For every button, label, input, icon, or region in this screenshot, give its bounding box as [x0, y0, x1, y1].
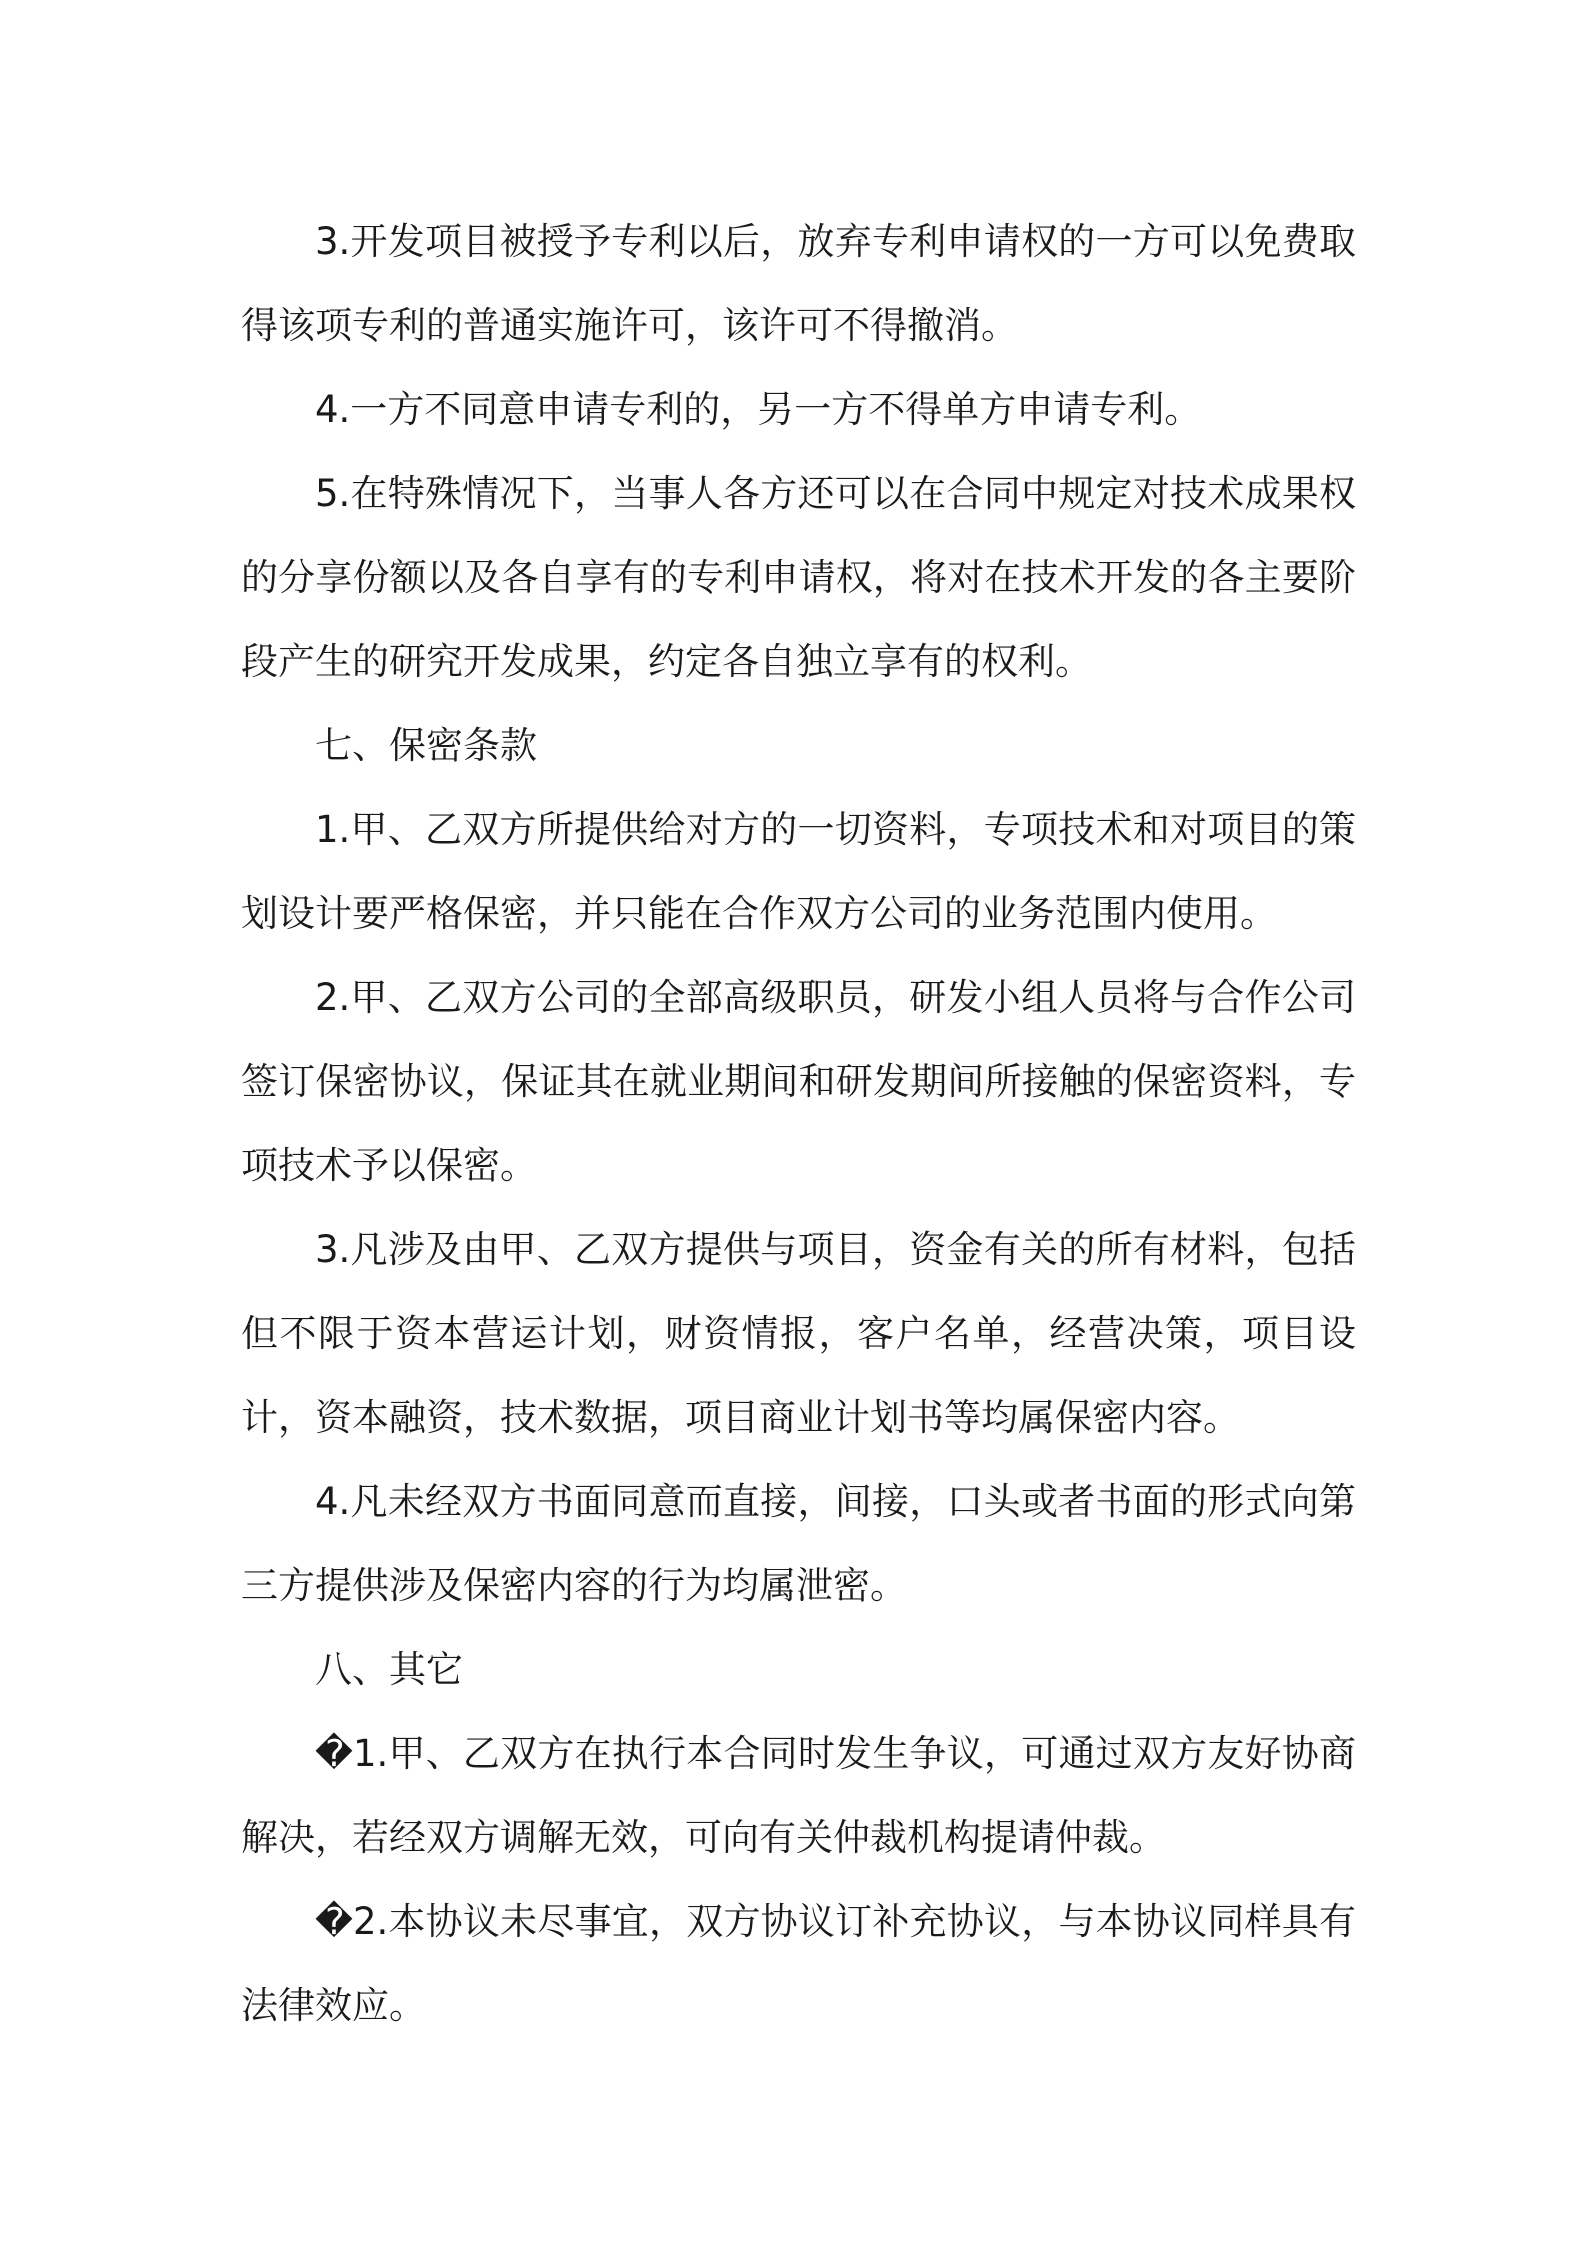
paragraph-confidentiality-clause-3: 3.凡涉及由甲、乙双方提供与项目，资金有关的所有材料，包括但不限于资本营运计划，财资情报，客户名单，经营决策，项目设计，资本融资，技术数据，项目商业计划书等均属保密内容。: [241, 1228, 1356, 1439]
paragraph-confidentiality-clause-4: 4.凡未经双方书面同意而直接，间接，口头或者书面的形式向第三方提供涉及保密内容的行为均属泄密。: [241, 1480, 1356, 1607]
section-heading-confidentiality: 七、保密条款: [315, 724, 537, 767]
paragraph-other-clause-2: �2.本协议未尽事宜，双方协议订补充协议，与本协议同样具有法律效应。: [241, 1900, 1356, 2027]
section-heading-other: 八、其它: [315, 1648, 463, 1691]
document-body: [241, 200, 1356, 2048]
paragraph-other-clause-1: �1.甲、乙双方在执行本合同时发生争议，可通过双方友好协商解决，若经双方调解无效，可向有关仲裁机构提请仲裁。: [241, 1732, 1356, 1859]
paragraph-patent-clause-4: 4.一方不同意申请专利的，另一方不得单方申请专利。: [315, 388, 1202, 431]
paragraph-confidentiality-clause-1: 1.甲、乙双方所提供给对方的一切资料，专项技术和对项目的策划设计要严格保密，并只能在合作双方公司的业务范围内使用。: [241, 808, 1356, 935]
paragraph-confidentiality-clause-2: 2.甲、乙双方公司的全部高级职员，研发小组人员将与合作公司签订保密协议，保证其在就业期间和研发期间所接触的保密资料，专项技术予以保密。: [241, 976, 1356, 1187]
paragraph-patent-clause-5: 5.在特殊情况下，当事人各方还可以在合同中规定对技术成果权的分享份额以及各自享有的专利申请权，将对在技术开发的各主要阶段产生的研究开发成果，约定各自独立享有的权利。: [241, 472, 1356, 683]
paragraph-patent-clause-3: 3.开发项目被授予专利以后，放弃专利申请权的一方可以免费取得该项专利的普通实施许可，该许可不得撤消。: [241, 220, 1356, 347]
